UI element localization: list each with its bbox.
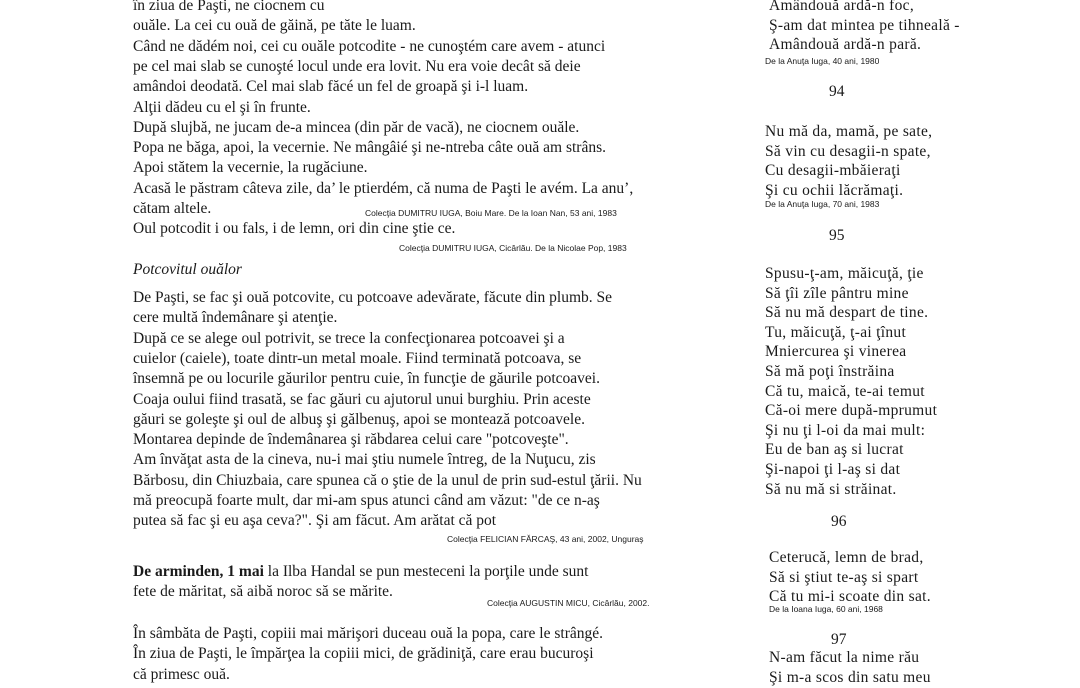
source-citation: Colecţia DUMITRU IUGA, Cicârlău. De la Nicolae Pop, 1983 xyxy=(399,243,627,253)
poem-source: De la Anuţa Iuga, 40 ani, 1980 xyxy=(765,56,880,66)
text-line: Amândouă ardă-n pară. xyxy=(769,36,922,54)
text-line: După ce se alege oul potrivit, se trece la confecţionarea potcoavei şi a xyxy=(133,329,565,347)
text-line: Ş-am dat mintea pe tihneală - xyxy=(769,16,960,34)
text-line: Bărbosu, din Chiuzbaia, care spunea că o ştie de la unul de prin sud-estul ţării. Nu xyxy=(133,471,642,489)
text-line: Ceterucă, lemn de brad, xyxy=(769,549,924,566)
text-line: Amândouă ardă-n foc, xyxy=(769,0,915,14)
text-line: Să nu mă si străinat. xyxy=(765,480,897,498)
text-line: mă preocupă foarte mult, dar mi-am spus atunci când am văzut: "de ce n-aş xyxy=(133,492,600,509)
text-line: că primesc ouă. xyxy=(133,665,230,683)
text-line: Alţii dădeu cu el şi în frunte. xyxy=(133,98,311,116)
text-line: Şi-napoi ţi l-aş si dat xyxy=(765,461,901,478)
paragraph-fake-egg: Oul potcodit i ou fals, i de lemn, ori din cine ştie ce. xyxy=(133,220,456,237)
text-line: pe cel mai slab se cunoşté locul unde era lovit. Nu era voie decât să deie xyxy=(133,57,581,75)
text-line: Montarea depinde de îndemânarea şi răbdarea celui care "potcoveşte". xyxy=(133,431,569,449)
text-line: Am învăţat asta de la cineva, nu-i mai ştiu numele întreg, de la Nuţucu, zis xyxy=(133,451,596,469)
text-line: De Paşti, se fac şi ouă potcovite, cu potcoave adevărate, făcute din plumb. Se xyxy=(133,289,613,306)
poem-source: De la Anuţa Iuga, 70 ani, 1983 xyxy=(765,199,880,209)
text-line: Că tu, maică, te-ai temut xyxy=(765,382,925,400)
text-line: în ziua de Paşti, ne ciocnem cu xyxy=(133,0,325,14)
text-line: Să ţîi zîle pântru mine xyxy=(765,284,909,302)
text-line: ouăle. La cei cu ouă de găină, pe tăte le luam. xyxy=(133,17,416,35)
text-line: Acasă le păstram câteva zile, da’ le ptierdém, că numa de Paşti le avém. La anu’, xyxy=(133,179,634,197)
poem-number: 97 xyxy=(831,631,847,648)
text-line: În ziua de Paşti, le împărţea la copiii mici, de grădiniţă, care erau bucuroşi xyxy=(133,645,594,663)
text-line: Apoi stătem la vecernie, la rugăciune. xyxy=(133,159,368,177)
text-line: Şi nu ţi l-oi da mai mult: xyxy=(765,421,926,439)
text-line: amândoi deodată. Cel mai slab făcé un fel de groapă şi i-l luam. xyxy=(133,78,529,96)
text-line: cere multă îndemânare şi atenţie. xyxy=(133,309,338,327)
text-line: Că tu mi-i scoate din sat. xyxy=(769,588,931,606)
text-line: Şi m-a scos din satu meu xyxy=(769,668,931,686)
text-line: Să vin cu desagii-n spate, xyxy=(765,142,931,160)
section-heading: Potcovitul ouălor xyxy=(133,261,242,278)
text-line: cătam altele. xyxy=(133,200,212,217)
text-line: Şi cu ochii lăcrămaţi. xyxy=(765,181,904,199)
source-citation: Colecţia AUGUSTIN MICU, Cicârlău, 2002. xyxy=(487,598,650,608)
text-line: găuri se goleşte şi oul de albuş şi gălbenuş, apoi se montează potcoavele. xyxy=(133,410,585,428)
text-line: Eu de ban aş si lucrat xyxy=(765,441,904,459)
text-line: însemnă pe ou locurile găurilor pentru cuie, în funcţie de găurile potcoavei. xyxy=(133,370,600,388)
source-citation: Colecţia DUMITRU IUGA, Boiu Mare. De la Ioan Nan, 53 ani, 1983 xyxy=(365,208,617,218)
source-citation: Colecţia FELICIAN FĂRCAŞ, 43 ani, 2002, Unguraş xyxy=(447,534,644,544)
paragraph-arminden-line2: fete de măritat, să aibă noroc să se mărite. xyxy=(133,583,393,600)
text-line: În sâmbăta de Paşti, copiii mai mărişori duceau ouă la popa, care le strângé. xyxy=(133,625,603,642)
text-line: Coaja oului fiind trasată, se fac găuri cu ajutorul unui burghiu. Prin aceste xyxy=(133,390,591,408)
text-line: cuielor (caiele), toate dintr-un metal moale. Fiind terminată potcoava, se xyxy=(133,349,582,367)
text-line: Să mă poţi înstrăina xyxy=(765,363,895,380)
poem-number: 95 xyxy=(829,227,845,244)
arminden-date: De arminden, 1 mai xyxy=(133,563,264,580)
poem-number: 94 xyxy=(829,83,845,100)
text-line: N-am făcut la nime rău xyxy=(769,649,920,666)
poem-source: De la Ioana Iuga, 60 ani, 1968 xyxy=(769,604,883,614)
text-line: După slujbă, ne jucam de-a mincea (din păr de vacă), ne ciocnem ouăle. xyxy=(133,118,580,136)
text-line: Popa ne băga, apoi, la vecernie. Ne mângâié şi ne-ntreba câte ouă am strâns. xyxy=(133,139,606,157)
text-line: Să si ştiut te-aş si spart xyxy=(769,568,919,586)
paragraph-arminden: De arminden, 1 mai la Ilba Handal se pun mesteceni la porţile unde sunt xyxy=(133,563,589,580)
text-line: Să nu mă despart de tine. xyxy=(765,304,929,322)
text-line: Mniercurea şi vinerea xyxy=(765,343,907,361)
text-line: Spusu-ţ-am, măicuţă, ţie xyxy=(765,265,924,282)
text-line: Că-oi mere după-mprumut xyxy=(765,402,938,420)
text-line: putea să fac şi eu aşa ceva?". Şi am făcut. Am arătat că pot xyxy=(133,512,497,530)
text-line: Când ne dădém noi, cei cu ouăle potcodite - ne cunoştém care avem - atunci xyxy=(133,37,606,55)
poem-number: 96 xyxy=(831,513,847,530)
text-line: Nu mă da, mamă, pe sate, xyxy=(765,123,933,140)
text-line: Cu desagii-mbăieraţi xyxy=(765,162,901,180)
text-line: Tu, măicuţă, ţ-ai ţînut xyxy=(765,323,907,341)
